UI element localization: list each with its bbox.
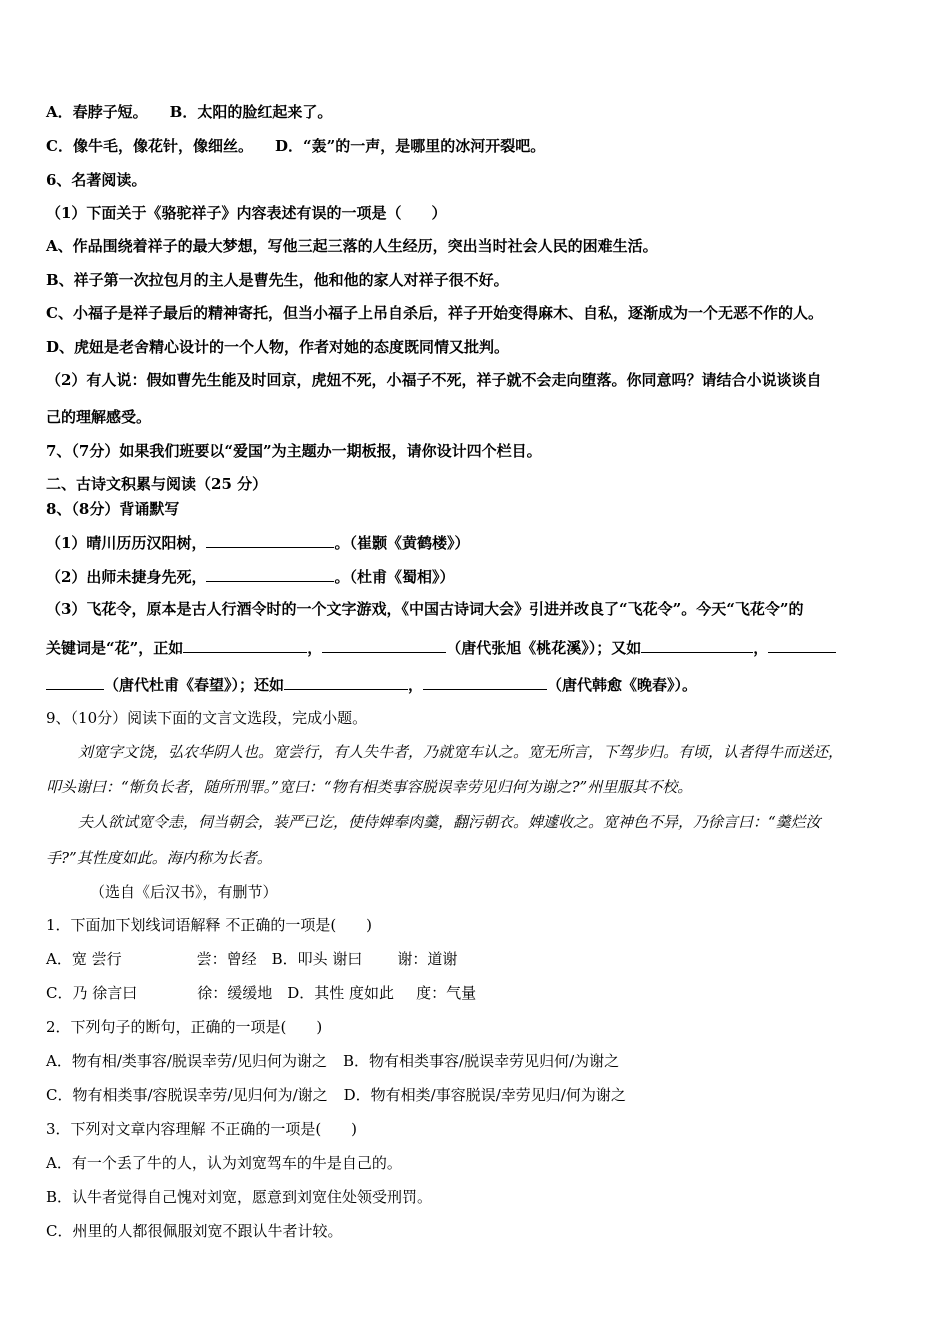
q6-sub2-line1: （2）有人说：假如曹先生能及时回京，虎妞不死，小福子不死，祥子就不会走向堕落。你同意吗？请结合小说谈谈自	[46, 371, 822, 389]
comma: ，	[307, 639, 323, 657]
q6-option-d: D、虎妞是老舍精心设计的一个人物，作者对她的态度既同情又批判。	[46, 338, 510, 356]
q8-line5-source2: （唐代韩愈《晚春》）。	[547, 676, 698, 694]
passage-source: （选自《后汉书》，有删节）	[90, 883, 278, 901]
passage-p1-line2: 叩头谢曰：“惭负长者，随所刑罪。”宽曰：“物有相类事容脱误幸劳见归何为谢之?”州里服其不校。	[46, 778, 693, 796]
q6-sub1: （1）下面关于《骆驼祥子》内容表述有误的一项是（ ）	[46, 204, 447, 222]
q8-line1-source: 。（崔颢《黄鹤楼》）	[334, 534, 470, 552]
answer-blank[interactable]	[284, 674, 408, 690]
q9-s2-option-d: D．物有相类/事容脱误/幸劳见归/何为谢之	[343, 1086, 626, 1104]
answer-blank[interactable]	[206, 566, 334, 582]
passage-p1-line1: 刘宽字文饶，弘农华阴人也。宽尝行，有人失牛者，乃就宽车认之。宽无所言，下驾步归。有顷，认者得牛而送还，	[78, 743, 844, 761]
q6-option-a: A、作品围绕着祥子的最大梦想，写他三起三落的人生经历，突出当时社会人民的困难生活。	[46, 237, 658, 255]
q8-line2	[46, 566, 454, 587]
comma: ，	[408, 676, 424, 694]
q5-option-a: A．春脖子短。	[46, 103, 148, 121]
q9-s2-row1	[46, 1051, 619, 1071]
q7-text: 7、（7分）如果我们班要以“爱国”为主题办一期板报，请你设计四个栏目。	[46, 442, 542, 460]
q9-s1-row2	[46, 983, 476, 1003]
q5-option-c: C．像牛毛，像花针，像细丝。	[46, 137, 253, 155]
q9-s2-row2	[46, 1085, 626, 1105]
q8-line4-prompt: 关键词是“花”，正如	[46, 639, 184, 657]
q9-s1-option-d: D．其性 度如此	[287, 984, 395, 1002]
q8-line5	[46, 674, 697, 695]
q8-line4	[46, 637, 836, 658]
q9-s1-option-c-exp: 徐：缓缓地	[197, 984, 273, 1002]
q9-s1-option-d-exp: 度：气量	[416, 984, 477, 1002]
q9-s2-option-a: A．物有相/类事容/脱误幸劳/见归何为谢之	[46, 1052, 327, 1070]
q9-s1-option-a-exp: 尝：曾经	[196, 950, 257, 968]
q6-sub2-line2: 己的理解感受。	[46, 408, 152, 426]
q8-line1-prompt: （1）晴川历历汉阳树，	[46, 534, 207, 552]
q8-line2-source: 。（杜甫《蜀相》）	[334, 568, 455, 586]
q9-s1-option-c: C．乃 徐言曰	[46, 984, 138, 1002]
answer-blank[interactable]	[183, 637, 307, 653]
q9-s1-row1	[46, 949, 457, 969]
q9-s2-option-b: B．物有相类事容/脱误幸劳见归何/为谢之	[343, 1052, 620, 1070]
q9-s1-title: 1．下面加下划线词语解释 不正确的一项是( )	[46, 916, 373, 934]
answer-blank[interactable]	[46, 674, 104, 690]
answer-blank[interactable]	[768, 637, 836, 653]
q8-line3: （3）飞花令，原本是古人行酒令时的一个文字游戏，《中国古诗词大会》引进并改良了“飞花令”。今天“飞花令”的	[46, 600, 804, 618]
q8-line4-source: （唐代张旭《桃花溪》）；又如	[446, 639, 642, 657]
q9-s1-option-b: B．叩头 谢曰	[271, 950, 363, 968]
q9-s1-option-b-exp: 谢：道谢	[397, 950, 458, 968]
q8-line2-prompt: （2）出师未捷身先死，	[46, 568, 207, 586]
q9-s1-option-a: A．宽 尝行	[46, 950, 122, 968]
q9-s3-option-b: B．认牛者觉得自己愧对刘宽，愿意到刘宽住处领受刑罚。	[46, 1188, 433, 1206]
q8-line5-source1: （唐代杜甫《春望》）；还如	[104, 676, 285, 694]
q5-option-b: B．太阳的脸红起来了。	[169, 103, 333, 121]
q6-option-b: B、祥子第一次拉包月的主人是曹先生，他和他的家人对祥子很不好。	[46, 271, 509, 289]
q9-s2-title: 2．下列句子的断句，正确的一项是( )	[46, 1018, 323, 1036]
q9-s3-option-a: A．有一个丢了牛的人，认为刘宽驾车的牛是自己的。	[46, 1154, 402, 1172]
q5-options-row2	[46, 136, 545, 156]
answer-blank[interactable]	[641, 637, 753, 653]
q9-s2-option-c: C．物有相类事/容脱误幸劳/见归何为/谢之	[46, 1086, 328, 1104]
q8-line1	[46, 532, 469, 553]
q5-options-row1	[46, 102, 332, 122]
passage-p2-line2: 手?”其性度如此。海内称为长者。	[46, 849, 272, 867]
q5-option-d: D．“轰”的一声，是哪里的冰河开裂吧。	[274, 137, 546, 155]
answer-blank[interactable]	[423, 674, 547, 690]
section-2-heading: 二、古诗文积累与阅读（25 分）	[46, 475, 268, 493]
q9-title: 9、（10分）阅读下面的文言文选段，完成小题。	[46, 709, 368, 727]
comma: ，	[753, 639, 769, 657]
passage-p2-line1: 夫人欲试宽令恚，伺当朝会，装严已讫，使侍婢奉肉羹，翻污朝衣。婢遽收之。宽神色不异，乃徐言曰：“羹烂汝	[78, 813, 821, 831]
q9-s3-title: 3．下列对文章内容理解 不正确的一项是( )	[46, 1120, 358, 1138]
answer-blank[interactable]	[322, 637, 446, 653]
answer-blank[interactable]	[206, 532, 334, 548]
q8-title: 8、（8分）背诵默写	[46, 500, 180, 518]
q6-option-c: C、小福子是祥子最后的精神寄托，但当小福子上吊自杀后，祥子开始变得麻木、自私，逐渐成为一个无恶不作的人。	[46, 304, 823, 322]
q9-s3-option-c: C．州里的人都很佩服刘宽不跟认牛者计较。	[46, 1222, 343, 1240]
q6-title: 6、名著阅读。	[46, 171, 147, 189]
